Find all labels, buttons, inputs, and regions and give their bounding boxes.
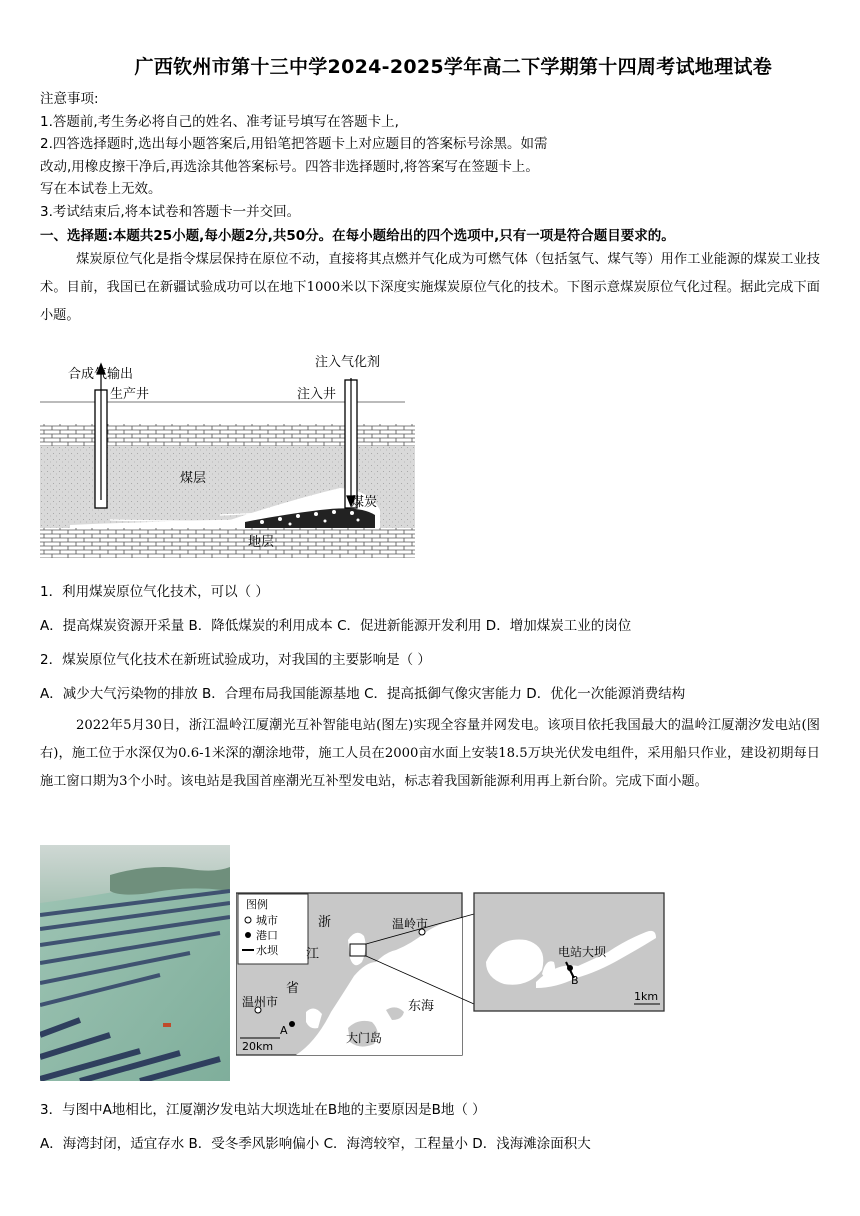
notice-heading: 注意事项: [40, 91, 99, 107]
island-label: 大门岛 [346, 1031, 383, 1045]
passage-2-text: 2022年5月30日，浙江温岭江厦潮光互补智能电站(图左)实现全容量并网发电。该项目依托我国最大的温岭江厦潮汐发电站(图右)，施工位于水深仅为0.6-1米深的潮涂地带，施工人员在2000亩水面上安装18.5万块光伏发电组件，采用船只作业，建设初期每日施工窗口期为3个小时。该电站是我国首座潮光互补型发电站，标志着我国新能源利用再上新台阶。完成下面小题。 [40, 718, 820, 789]
label-coal-seam: 煤层 [180, 471, 207, 486]
legend-city: 城市 [256, 914, 278, 927]
scale-main: 20km [242, 1040, 274, 1053]
notice-line: 1.答题前,考生务必将自己的姓名、准考证号填写在答题卡上, [40, 113, 399, 130]
section-heading: 一、选择题:本题共25小题,每小题2分,共50分。在每小题给出的四个选项中,只有一项是符合题目要求的。 [40, 228, 675, 244]
question-3-options: A．海湾封闭，适宜存水 B．受冬季风影响偏小 C．海湾较窄，工程量小 D．浅海滩涂面积大 [40, 1136, 591, 1152]
province-label-1: 浙 [318, 915, 332, 930]
sea-label: 东海 [408, 999, 435, 1014]
city-wenling: 温岭市 [392, 917, 429, 931]
label-coal: 煤炭 [351, 495, 378, 510]
exam-title: 广西钦州市第十三中学2024-2025学年高二下学期第十四周考试地理试卷 [134, 56, 772, 78]
province-label-2: 江 [306, 947, 320, 962]
coal-gasification-diagram [40, 350, 420, 565]
notice-line: 改动,用橡皮擦干净后,再选涂其他答案标号。四答非选择题时,将答案写在签题卡上。 [40, 158, 539, 175]
question-2-stem: 2．煤炭原位气化技术在新班试验成功，对我国的主要影响是（ ） [40, 652, 431, 668]
jiangxia-tidal-map [236, 892, 668, 1058]
legend-dam: 水坝 [256, 944, 278, 957]
label-inject-agent: 注入气化剂 [315, 355, 381, 370]
notice-block [40, 88, 830, 223]
scale-inset: 1km [634, 990, 659, 1003]
label-production-well: 生产井 [110, 387, 150, 402]
passage-1 [40, 246, 820, 330]
label-stratum: 地层 [248, 535, 275, 550]
passage-1-text: 煤炭原位气化是指令煤层保持在原位不动，直接将其点燃并气化成为可燃气体（包括氢气、煤气等）用作工业能源的煤炭工业技术。目前，我国已在新疆试验成功可以在地下1000米以下深度实施煤炭原位气化的技术。下图示意煤炭原位气化过程。据此完成下面小题。 [40, 252, 820, 323]
city-wenzhou: 温州市 [242, 995, 279, 1009]
legend-port: 港口 [256, 929, 278, 942]
point-a: A [280, 1024, 288, 1037]
label-syngas-output: 合成气输出 [68, 367, 134, 382]
question-2-options: A．减少大气污染物的排放 B．合理布局我国能源基地 C．提高抵御气像灾害能力 D．优化一次能源消费结构 [40, 686, 686, 702]
question-1-options: A．提高煤炭资源开采量 B．降低煤炭的利用成本 C．促进新能源开发利用 D．增加煤炭工业的岗位 [40, 618, 632, 634]
question-1-stem: 1．利用煤炭原位气化技术，可以（ ） [40, 584, 269, 600]
notice-line: 3.考试结束后,将本试卷和答题卡一并交回。 [40, 203, 301, 220]
province-label-3: 省 [286, 981, 300, 996]
question-3-stem: 3．与图中A地相比，江厦潮汐发电站大坝选址在B地的主要原因是B地（ ） [40, 1102, 486, 1118]
notice-line: 写在本试卷上无效。 [40, 181, 162, 197]
solar-farm-photo [40, 845, 230, 1081]
legend-title: 图例 [246, 898, 268, 911]
inset-dam-label: 电站大坝 [558, 945, 607, 959]
label-injection-well: 注入井 [297, 387, 337, 402]
point-b: B [571, 974, 579, 987]
notice-line: 2.四答选择题时,选出每小题答案后,用铅笔把答题卡上对应题目的答案标号涂黑。如需 [40, 136, 548, 152]
passage-2 [40, 712, 820, 796]
